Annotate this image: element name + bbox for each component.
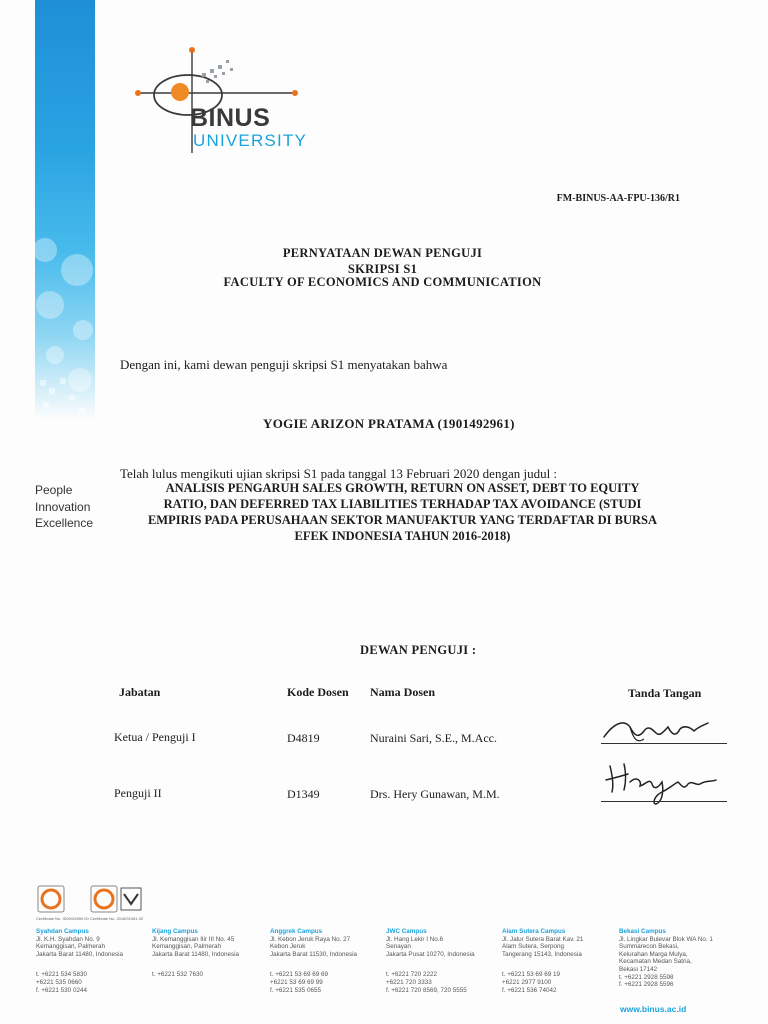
logo-sub: UNIVERSITY [193,131,308,150]
header-code: Kode Dosen [287,685,349,699]
campus-address-line: Jl. Jalur Sutera Barat Kav. 21 [502,935,584,943]
tagline-item: People [35,483,73,497]
campus-name: Alam Sutera Campus [502,928,566,935]
campus-address-line: Kemanggisan, Palmerah [36,943,105,951]
row-2-name: Drs. Hery Gunawan, M.M. [370,787,500,801]
campus-phone: t. +6221 53 69 69 69 [270,971,328,979]
header-name: Nama Dosen [370,685,435,699]
campus-address-line: Summarecon Bekasi, [619,943,679,951]
campus-alam-sutera [502,928,620,994]
thesis-line: RATIO, DAN DEFERRED TAX LIABILITIES TERHADAP TAX AVOIDANCE (STUDI [163,497,642,511]
campus-address-line: Jl. Hang Lekir I No.6 [386,935,444,943]
passed-text: Telah lulus mengikuti ujian skripsi S1 pada tanggal 13 Februari 2020 dengan judul : [120,466,558,481]
heading-line-1: PERNYATAAN DEWAN PENGUJI [282,246,483,260]
campus-phone: +6221 720 3333 [386,978,432,986]
website-link[interactable]: www.binus.ac.id [620,1004,687,1014]
campus-phone: t. +6221 532 7630 [152,971,203,979]
tagline-item: Innovation [35,499,91,514]
form-code: FM-BINUS-AA-FPU-136/R1 [556,193,680,204]
campus-address-line: Jakarta Barat 11530, Indonesia [270,950,358,958]
signature-line-1 [601,743,727,744]
campus-address-line: Senayan [386,943,411,951]
campus-phone: t. +6221 534 5830 [36,971,87,979]
campus-phone: +6221 53 69 69 99 [270,978,323,986]
signature-1-icon [600,705,730,755]
campus-name: Anggrek Campus [270,928,323,935]
campus-name: Bekasi Campus [619,928,666,935]
tagline [35,482,93,532]
logo-brand: BINUS [190,104,271,132]
campus-address-line: Kelurahan Marga Mulya, [619,950,688,958]
certification-badges-icon [36,880,146,920]
campus-syahdan [36,928,154,994]
stripe-texture [35,230,95,420]
row-2-position: Penguji II [114,786,162,800]
campus-address-line: Jl. Kebon Jeruk Raya No. 27 [270,935,351,943]
campus-address-line: Jl. Kemanggisan Ilir III No. 45 [152,935,235,943]
campus-name: Syahdan Campus [36,928,89,935]
heading-line-3: FACULTY OF ECONOMICS AND COMMUNICATION [223,275,542,289]
campus-phone: +6221 2977 9100 [502,978,552,986]
campus-name: JWC Campus [386,928,427,935]
board-title: DEWAN PENGUJI : [360,643,477,657]
campus-name: Kijang Campus [152,928,198,935]
campus-address-line: Jl. K.H. Syahdan No. 9 [36,935,100,943]
campus-anggrek [270,928,388,994]
campus-phone: t. +6221 720 2222 [386,971,437,979]
row-1-name: Nuraini Sari, S.E., M.Acc. [370,731,497,745]
campus-phone: f. +6221 2928 5596 [619,981,674,989]
campus-address-line: Kemanggisan, Palmerah [152,943,221,951]
heading-line-2: SKRIPSI S1 [347,262,418,276]
campus-phone: +6221 535 0660 [36,978,82,986]
campus-kijang [152,928,270,979]
header-position: Jabatan [119,685,161,699]
campus-address-line: Bekasi 17142 [619,965,658,973]
thesis-line: EMPIRIS PADA PERUSAHAAN SEKTOR MANUFAKTUR YANG TERDAFTAR DI BURSA [147,513,658,527]
campus-address-line: Jakarta Barat 11480, Indonesia [152,950,240,958]
campus-bekasi [619,928,747,989]
cert-note-2: Certificate No. 2018/01081.00 [90,916,144,921]
campus-phone: t. +6221 2928 5598 [619,973,674,981]
campus-address-line: Kebon Jeruk [270,943,306,951]
campus-address-line: Alam Sutera, Serpong [502,943,564,951]
header-signature: Tanda Tangan [628,686,702,700]
campus-phone: t. +6221 53 69 69 19 [502,971,560,979]
thesis-line: EFEK INDONESIA TAHUN 2016-2018) [294,529,511,543]
row-2-code: D1349 [287,787,320,801]
campus-address-line: Jakarta Pusat 10270, Indonesia [386,950,475,958]
campus-phone: f. +6221 530 0244 [36,986,87,994]
row-1-position: Ketua / Penguji I [114,730,196,744]
signature-line-2 [601,801,727,802]
thesis-line: ANALISIS PENGARUH SALES GROWTH, RETURN ON ASSET, DEBT TO EQUITY [165,481,640,495]
tagline-item: Excellence [35,516,94,530]
campus-phone: f. +6221 535 0655 [270,986,321,994]
cert-note-1: Certificate No. ID09/02899.00 [36,916,89,921]
statement-text: Dengan ini, kami dewan penguji skripsi S1 menyatakan bahwa [120,357,448,372]
student-name: YOGIE ARIZON PRATAMA (1901492961) [263,416,515,431]
campus-address-line: Jakarta Barat 11480, Indonesia [36,950,124,958]
campus-address-line: Kecamatan Medan Satria, [619,958,692,966]
thesis-title [95,480,710,544]
row-1-code: D4819 [287,731,320,745]
campus-address-line: Jl. Lingkar Bulevar Blok WA No. 1 [619,935,713,943]
campus-address-line: Tangerang 15143, Indonesia [502,950,582,958]
campus-phone: f. +6221 536 74042 [502,986,557,994]
campus-phone: f. +6221 720 8569, 720 5555 [386,986,467,994]
campus-jwc [386,928,504,994]
